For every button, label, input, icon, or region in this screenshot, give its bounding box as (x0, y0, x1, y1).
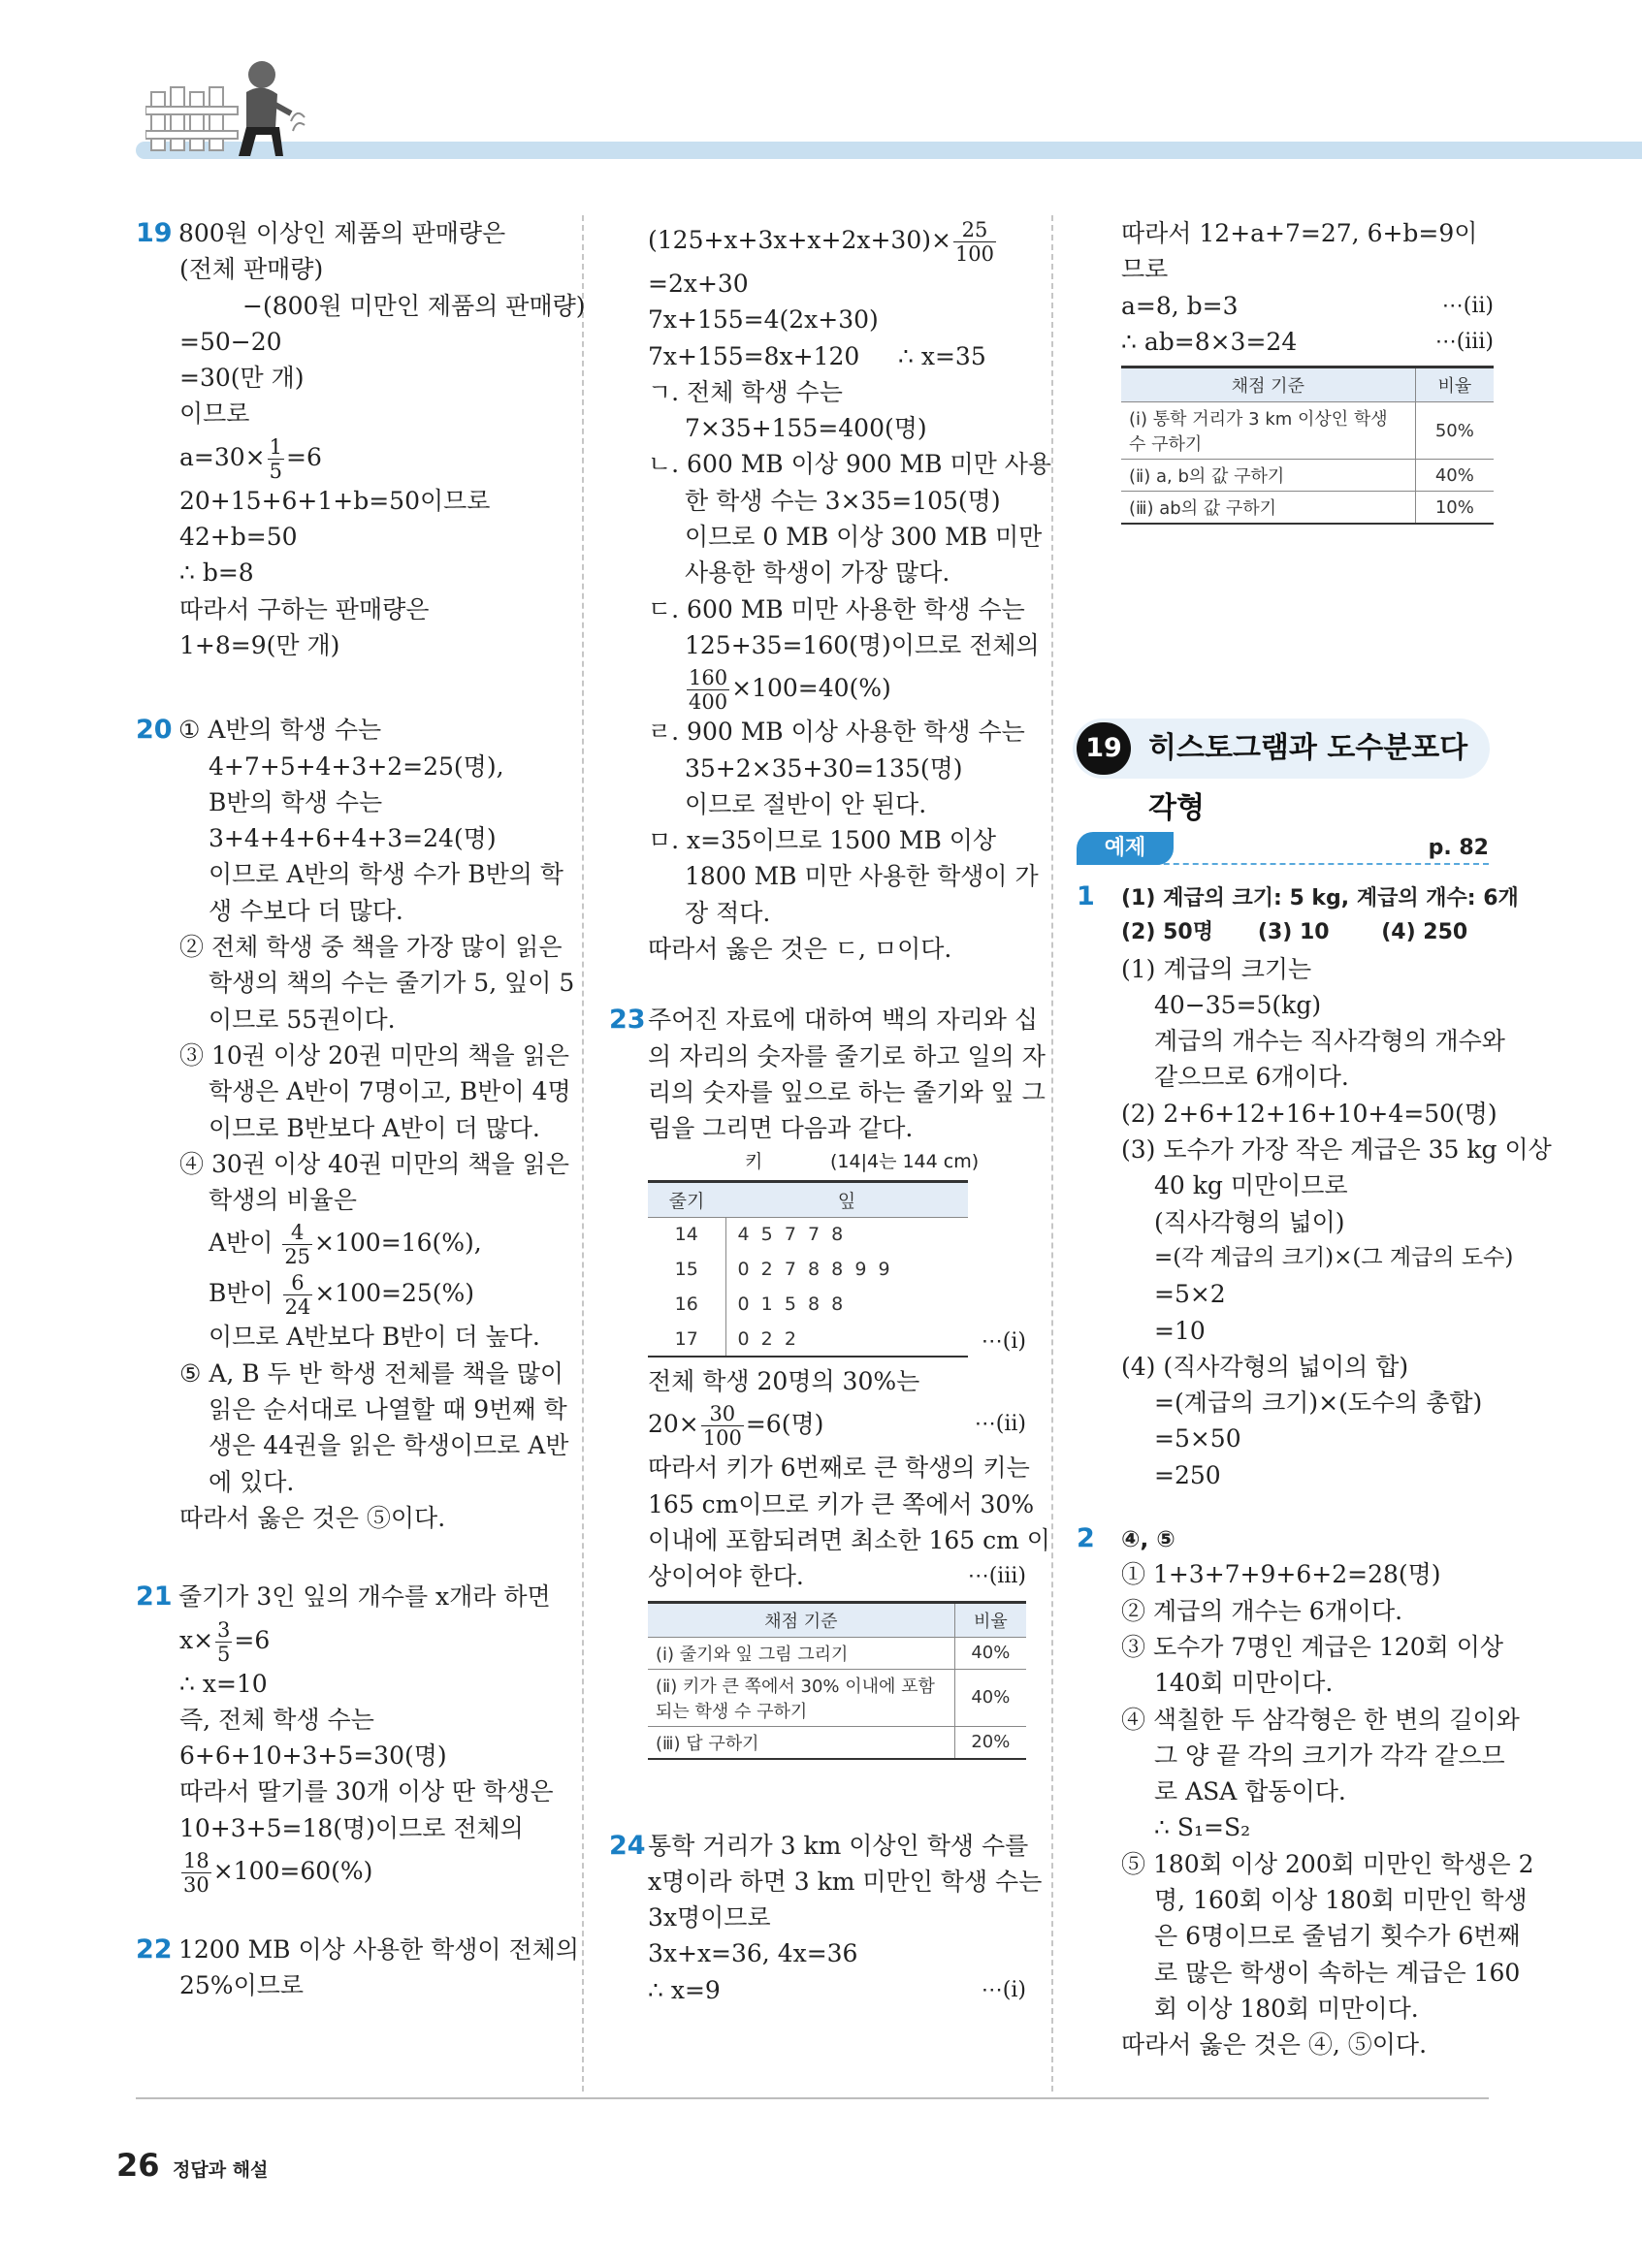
text-line: 165 cm이므로 키가 큰 쪽에서 30% (648, 1489, 1035, 1518)
stem-header: 줄기 (648, 1181, 725, 1217)
text-line: (3) 도수가 가장 작은 계급은 35 kg 이상 (1121, 1135, 1552, 1165)
text-line: 줄기가 3인 잎의 개수를 x개라 하면 (178, 1582, 551, 1612)
text-line: 7x+155=4(2x+30) (648, 305, 879, 335)
criteria-cell: (ⅲ) ab의 값 구하기 (1121, 492, 1415, 525)
text-line: 35+2×35+30=135(명) (685, 753, 963, 783)
text-line: 1+8=9(만 개) (179, 630, 340, 659)
fraction: $\frac{4}{25}$ (284, 1221, 311, 1269)
text-line: 이므로 (179, 399, 250, 429)
text-line: 20+15+6+1+b=50이므로 (179, 486, 491, 515)
footer-label: 정답과 해설 (173, 2159, 269, 2181)
text-line: ① A반의 학생 수는 (178, 716, 382, 745)
ratio-cell: 10% (1415, 492, 1494, 525)
leaf-header: 잎 (725, 1181, 968, 1217)
fraction-line: (125+x+3x+x+2x+30)× $\frac{25}{100}$ (648, 218, 995, 266)
text-line: 읽은 순서대로 나열할 때 9번째 학 (209, 1395, 567, 1424)
text-line: 40−35=5(kg) (1154, 990, 1322, 1019)
fraction: $\frac{3}{5}$ (217, 1617, 231, 1666)
text-line: ⑤ 180회 이상 200회 미만인 학생은 2 (1121, 1849, 1534, 1878)
text-line: 학생의 책의 수는 줄기가 5, 잎이 5 (209, 969, 575, 998)
text-line: 40 kg 미만이므로 (1154, 1171, 1348, 1200)
text-line: =(계급의 크기)×(도수의 총합) (1154, 1389, 1483, 1418)
stem-cell: 17 (648, 1322, 725, 1357)
ratio-cell: 40% (954, 1669, 1026, 1726)
text-line: =2x+30 (648, 270, 749, 298)
criteria-cell: (ⅱ) 키가 큰 쪽에서 30% 이내에 포함되는 학생 수 구하기 (648, 1669, 954, 1726)
step-mark: ⋯(ⅲ) (967, 1564, 1026, 1589)
scoring-table-24 (1077, 366, 1494, 525)
stem-leaf-caption: 키 (14|4는 144 cm) (745, 1150, 980, 1172)
problem-number: 24 (609, 1830, 646, 1861)
problem-23 (609, 1002, 1050, 1759)
leaf-cell: 0 2 7 8 8 9 9 (737, 1259, 890, 1281)
column-1 (136, 215, 586, 2004)
text-line: 생은 44권을 읽은 학생이므로 A반 (209, 1431, 569, 1460)
problem-number: 19 (136, 218, 173, 248)
text-line: =250 (1154, 1460, 1221, 1489)
stem-cell: 15 (648, 1252, 725, 1287)
text-line: 장 적다. (685, 898, 771, 927)
text-line: 따라서 옳은 것은 ㄷ, ㅁ이다. (648, 935, 952, 964)
text-line: 따라서 12+a+7=27, 6+b=9이 (1121, 219, 1478, 247)
text-line: 에 있다. (209, 1467, 295, 1496)
ratio-cell: 40% (1415, 460, 1494, 492)
text-line: ∴ ab=8×3=24 (1121, 327, 1298, 356)
lesson-title: 히스토그램과 도수분포다각형 (1148, 731, 1468, 825)
text-line: 10+3+5=18(명)이므로 전체의 (179, 1813, 524, 1842)
step-mark: ⋯(ⅲ) (1434, 329, 1494, 354)
text-line: 따라서 딸기를 30개 이상 딴 학생은 (179, 1777, 554, 1806)
example-1 (1077, 878, 1552, 1493)
text-line: ㄴ. 600 MB 이상 900 MB 미만 사용 (648, 450, 1051, 479)
text-line: 즉, 전체 학생 수는 (179, 1705, 374, 1734)
text-line: 학생의 비율은 (209, 1186, 357, 1215)
header-bar (136, 142, 1642, 159)
text-line: ∴ S₁=S₂ (1154, 1813, 1251, 1842)
text-line: 생 수보다 더 많다. (209, 896, 403, 925)
step-mark: ⋯(ⅰ) (981, 1977, 1026, 2002)
text-line: ⑤ A, B 두 반 학생 전체를 책을 많이 (179, 1358, 564, 1388)
text-line: 800원 이상인 제품의 판매량은 (178, 219, 506, 247)
text-line: 6+6+10+3+5=30(명) (179, 1741, 447, 1771)
answer-line: (2) 50명 (3) 10 (4) 250 (1121, 920, 1468, 945)
text-line: B반의 학생 수는 (209, 787, 383, 816)
text-line: 사용한 학생이 가장 많다. (685, 559, 950, 588)
text-line: 이므로 A반의 학생 수가 B반의 학 (209, 860, 563, 889)
text-line: =(각 계급의 크기)×(그 계급의 도수) (1154, 1244, 1514, 1270)
text-line: ① 1+3+7+9+6+2=28(명) (1121, 1560, 1441, 1589)
text-line: 4+7+5+4+3+2=25(명), (209, 751, 504, 781)
text-line: 7x+155=8x+120 ∴ x=35 (648, 341, 986, 370)
gardener-illustration (145, 53, 310, 165)
text-line: =30(만 개) (179, 364, 305, 393)
text-line: 따라서 키가 6번째로 큰 학생의 키는 (648, 1453, 1030, 1483)
footer-rule (136, 2097, 1489, 2099)
text-line: 학생은 A반이 7명이고, B반이 4명 (209, 1077, 571, 1106)
step-mark: ⋯(ⅱ) (1441, 293, 1494, 318)
step-mark: ⋯(ⅱ) (974, 1412, 1026, 1437)
criteria-cell: (ⅰ) 줄기와 잎 그림 그리기 (648, 1637, 954, 1669)
leaf-cell: 4 5 7 7 8 (737, 1224, 844, 1246)
column-divider-2 (1051, 215, 1053, 2092)
answer-line: (1) 계급의 크기: 5 kg, 계급의 개수: 6개 (1121, 886, 1519, 910)
fraction: $\frac{18}{30}$ (183, 1848, 209, 1897)
text-line: 이므로 55권이다. (209, 1005, 396, 1034)
leaf-cell: 0 1 5 8 8 (737, 1294, 844, 1316)
text-line: ∴ b=8 (179, 559, 254, 588)
problem-number: 23 (609, 1005, 646, 1036)
text-line: =5×2 (1154, 1280, 1226, 1309)
text-line: ㅁ. x=35이므로 1500 MB 이상 (648, 826, 997, 855)
text-line: 3x+x=36, 4x=36 (648, 1939, 858, 1968)
text-line: 3+4+4+6+4+3=24(명) (209, 824, 497, 853)
text-line: 통학 거리가 3 km 이상인 학생 수를 (648, 1831, 1029, 1860)
ratio-header: 비율 (1415, 367, 1494, 402)
text-line: 므로 (1121, 255, 1169, 284)
text-line: 42+b=50 (179, 523, 298, 552)
example-label: 예제 (1077, 832, 1174, 865)
fraction-line: $\frac{160}{400}$ ×100=40(%) (689, 666, 891, 715)
answer-line: ④, ⑤ (1121, 1527, 1175, 1553)
text-line: =5×50 (1154, 1424, 1241, 1453)
text-line: =50−20 (179, 327, 282, 356)
problem-number: 2 (1077, 1523, 1095, 1554)
scoring-table-23 (609, 1601, 1026, 1760)
fraction-line: $\frac{18}{30}$ ×100=60(%) (183, 1848, 373, 1897)
fraction: $\frac{25}{100}$ (954, 218, 995, 266)
fraction-line: a=30× $\frac{1}{5}$ =6 (179, 434, 322, 483)
text-line: 따라서 옳은 것은 ④, ⑤이다. (1121, 2030, 1428, 2060)
text-line: ㄷ. 600 MB 미만 사용한 학생 수는 (648, 594, 1025, 623)
fraction: $\frac{30}{100}$ (702, 1402, 742, 1451)
fraction-line: x× $\frac{3}{5}$ =6 (179, 1617, 271, 1666)
text-line: 계급의 개수는 직사각형의 개수와 (1154, 1027, 1505, 1056)
column-divider-1 (582, 215, 584, 2092)
column-2 (609, 215, 1051, 2008)
stem-cell: 14 (648, 1217, 725, 1252)
fraction-line: A반이 $\frac{4}{25}$ ×100=16(%), (209, 1221, 482, 1269)
text-line: ③ 10권 이상 20권 미만의 책을 읽은 (179, 1040, 569, 1070)
text-line: a=8, b=3 (1121, 291, 1239, 320)
text-line: 125+35=160(명)이므로 전체의 (685, 630, 1040, 659)
text-line: 이므로 B반보다 A반이 더 많다. (209, 1113, 540, 1142)
text-line: 1800 MB 미만 사용한 학생이 가 (685, 862, 1039, 891)
text-line: 이므로 A반보다 B반이 더 높다. (209, 1323, 540, 1352)
text-line: (2) 2+6+12+16+10+4=50(명) (1121, 1099, 1497, 1128)
criteria-header: 채점 기준 (648, 1602, 954, 1637)
text-line: ∴ x=10 (179, 1669, 268, 1698)
problem-number: 20 (136, 715, 173, 746)
ratio-cell: 20% (954, 1726, 1026, 1759)
page-number: 26 (116, 2147, 160, 2184)
ratio-cell: 40% (954, 1637, 1026, 1669)
fraction-line: 20× $\frac{30}{100}$ =6(명) ⋯(ⅱ) (609, 1399, 1026, 1450)
lesson-number-badge: 19 (1077, 722, 1131, 775)
text-line: ④ 30권 이상 40권 미만의 책을 읽은 (179, 1149, 569, 1178)
column-3-examples (1077, 878, 1552, 2063)
text-line: 25%이므로 (179, 1971, 305, 2000)
text-line: 림을 그리면 다음과 같다. (648, 1114, 914, 1143)
text-line: 주어진 자료에 대하여 백의 자리와 십 (648, 1006, 1038, 1035)
text-line: =10 (1154, 1316, 1206, 1345)
text-line: ② 계급의 개수는 6개이다. (1121, 1596, 1403, 1625)
text-line: 7×35+155=400(명) (685, 414, 927, 443)
criteria-cell: (ⅲ) 답 구하기 (648, 1726, 954, 1759)
fraction: $\frac{6}{24}$ (284, 1271, 311, 1320)
ratio-cell: 50% (1415, 402, 1494, 460)
text-line: 따라서 옳은 것은 ⑤이다. (179, 1503, 446, 1532)
text-line: 3x명이므로 (648, 1903, 771, 1933)
step-mark: ⋯(ⅰ) (981, 1329, 1026, 1355)
text-line: −(800원 미만인 제품의 판매량) (242, 291, 586, 320)
text-line: ③ 도수가 7명인 계급은 120회 이상 (1121, 1632, 1504, 1661)
example-page: p. 82 (1428, 836, 1489, 860)
fraction-line: B반이 $\frac{6}{24}$ ×100=25(%) (209, 1271, 475, 1320)
text-line: 이므로 0 MB 이상 300 MB 미만 (685, 523, 1043, 552)
text-line: (전체 판매량) (179, 255, 324, 284)
text-line: ㄹ. 900 MB 이상 사용한 학생 수는 (648, 718, 1025, 747)
fraction: $\frac{160}{400}$ (689, 666, 728, 715)
text-line: 이내에 포함되려면 최소한 165 cm 이 (648, 1525, 1050, 1554)
text-line: 140회 미만이다. (1154, 1669, 1334, 1698)
problem-22 (136, 1932, 579, 2004)
text-line: ② 전체 학생 중 책을 가장 많이 읽은 (179, 933, 563, 962)
problem-19 (136, 215, 586, 663)
text-line: ④ 색칠한 두 삼각형은 한 변의 길이와 (1121, 1705, 1520, 1734)
criteria-cell: (ⅰ) 통학 거리가 3 km 이상인 학생 수 구하기 (1121, 402, 1415, 460)
text-line: 리의 숫자를 잎으로 하는 줄기와 잎 그 (648, 1077, 1046, 1106)
problem-number: 1 (1077, 881, 1095, 911)
criteria-header: 채점 기준 (1121, 367, 1415, 402)
text-line: 상이어야 한다. (648, 1562, 804, 1591)
text-line: (1) 계급의 크기는 (1121, 954, 1312, 983)
text-line: 은 6명이므로 줄넘기 횟수가 6번째 (1154, 1922, 1521, 1951)
text-line: (4) (직사각형의 넓이의 합) (1121, 1352, 1409, 1381)
text-line: 전체 학생 20명의 30%는 (648, 1367, 920, 1396)
stem-cell: 16 (648, 1287, 725, 1322)
lesson-header (1073, 719, 1490, 825)
problem-24 (609, 1828, 1043, 2008)
text-line: 따라서 구하는 판매량은 (179, 594, 430, 623)
text-line: 그 양 끝 각의 크기가 각각 같으므 (1154, 1741, 1505, 1770)
text-line: 로 ASA 합동이다. (1154, 1777, 1346, 1806)
text-line: 회 이상 180회 미만이다. (1154, 1994, 1419, 2023)
problem-20 (136, 712, 575, 1536)
problem-number: 22 (136, 1933, 173, 1965)
column-3 (1077, 215, 1494, 525)
text-line: 명, 160회 이상 180회 미만인 학생 (1154, 1886, 1528, 1915)
problem-number: 21 (136, 1581, 173, 1613)
ratio-header: 비율 (954, 1602, 1026, 1637)
text-line: 같으므로 6개이다. (1154, 1063, 1349, 1092)
text-line: 1200 MB 이상 사용한 학생이 전체의 (178, 1934, 579, 1964)
leaf-cell: 0 2 2 (725, 1322, 968, 1357)
text-line: (직사각형의 넓이) (1154, 1207, 1345, 1236)
text-line: ㄱ. 전체 학생 수는 (648, 377, 843, 406)
problem-21 (136, 1579, 555, 1897)
stem-leaf-plot (609, 1180, 1026, 1358)
text-line: x명이라 하면 3 km 미만인 학생 수는 (648, 1867, 1043, 1896)
example-2 (1077, 1520, 1534, 2062)
text-line: 의 자리의 숫자를 줄기로 하고 일의 자 (648, 1041, 1046, 1070)
text-line: 이므로 절반이 안 된다. (685, 789, 927, 818)
text-line: 로 많은 학생이 속하는 계급은 160 (1154, 1958, 1521, 1987)
text-line: ∴ x=9 (648, 1975, 721, 2004)
fraction: $\frac{1}{5}$ (269, 434, 282, 483)
text-line: 한 학생 수는 3×35=105(명) (685, 486, 1001, 515)
example-bar (1077, 832, 1489, 865)
criteria-cell: (ⅱ) a, b의 값 구하기 (1121, 460, 1415, 492)
